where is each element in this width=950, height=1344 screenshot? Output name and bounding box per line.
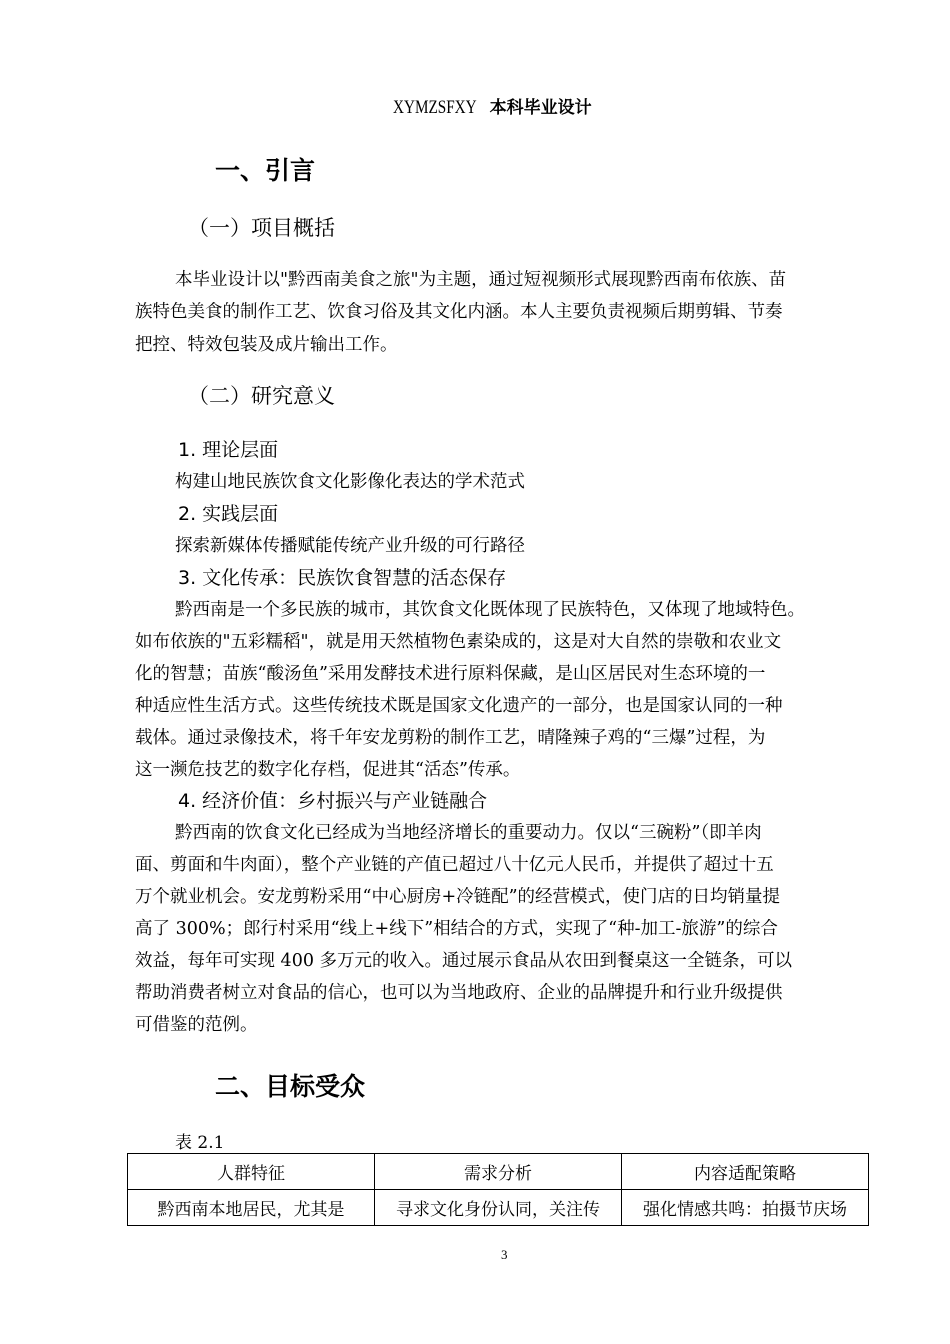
paragraph-line: 本毕业设计以"黔西南美食之旅"为主题，通过短视频形式展现黔西南布依族、苗 (175, 270, 787, 290)
paragraph-line: 把控、特效包装及成片输出工作。 (135, 335, 398, 355)
paragraph-line: 高了 300%；郎行村采用“线上+线下”相结合的方式，实现了“种-加工-旅游”的综合 (135, 919, 778, 939)
table-row (128, 1190, 869, 1226)
page-number: 3 (501, 1247, 508, 1262)
paragraph-line: 族特色美食的制作工艺、饮食习俗及其文化内涵。本人主要负责视频后期剪辑、节奏 (135, 302, 783, 322)
page-header (393, 93, 592, 119)
paragraph-line: 帮助消费者树立对食品的信心，也可以为当地政府、企业的品牌提升和行业升级提供 (135, 983, 783, 1003)
subsection-overview-title: （一）项目概括 (188, 216, 335, 240)
table-header-row (128, 1154, 869, 1190)
section-2-title: 二、目标受众 (215, 1072, 366, 1101)
item-1-text: 构建山地民族饮食文化影像化表达的学术范式 (175, 472, 525, 492)
paragraph-line: 化的智慧；苗族“酸汤鱼”采用发酵技术进行原料保藏，是山区居民对生态环境的一 (135, 664, 766, 684)
paragraph-line: 种适应性生活方式。这些传统技术既是国家文化遗产的一部分，也是国家认同的一种 (135, 696, 783, 716)
paragraph-line: 万个就业机会。安龙剪粉采用“中心厨房+冷链配”的经营模式，使门店的日均销量提 (135, 887, 781, 907)
paragraph-line: 黔西南的饮食文化已经成为当地经济增长的重要动力。仅以“三碗粉”（即羊肉 (175, 823, 762, 843)
audience-table (127, 1153, 869, 1226)
table-caption: 表 2.1 (175, 1133, 225, 1153)
paragraph-line: 载体。通过录像技术，将千年安龙剪粉的制作工艺，晴隆辣子鸡的“三爆”过程，为 (135, 728, 766, 748)
table-cell: 黔西南本地居民，尤其是 (128, 1190, 375, 1226)
section-1-title: 一、引言 (215, 156, 316, 185)
item-1-title: 1. 理论层面 (178, 439, 279, 461)
header-latin: XYMZSFXY (393, 97, 477, 118)
item-3-title: 3. 文化传承：民族饮食智慧的活态保存 (178, 567, 507, 589)
paragraph-line: 这一濒危技艺的数字化存档，促进其“活态”传承。 (135, 760, 521, 780)
subsection-significance-title: （二）研究意义 (188, 384, 335, 408)
paragraph-line: 黔西南是一个多民族的城市，其饮食文化既体现了民族特色，又体现了地域特色。 (175, 600, 805, 620)
table-header-cell: 内容适配策略 (622, 1154, 869, 1190)
item-2-text: 探索新媒体传播赋能传统产业升级的可行路径 (175, 536, 525, 556)
header-cn: 本科毕业设计 (489, 98, 592, 118)
table-header-cell: 人群特征 (128, 1154, 375, 1190)
item-4-title: 4. 经济价值：乡村振兴与产业链融合 (178, 790, 488, 812)
paragraph-line: 如布依族的"五彩糯稻"，就是用天然植物色素染成的，这是对大自然的崇敬和农业文 (135, 632, 782, 652)
paragraph-line: 面、剪面和牛肉面），整个产业链的产值已超过八十亿元人民币，并提供了超过十五 (135, 855, 774, 875)
item-2-title: 2. 实践层面 (178, 503, 279, 525)
paragraph-line: 可借鉴的范例。 (135, 1015, 258, 1035)
paragraph-line: 效益，每年可实现 400 多万元的收入。通过展示食品从农田到餐桌这一全链条，可以 (135, 951, 793, 971)
table-header-cell: 需求分析 (375, 1154, 622, 1190)
table-cell: 强化情感共鸣：拍摄节庆场 (622, 1190, 869, 1226)
table-cell: 寻求文化身份认同，关注传 (375, 1190, 622, 1226)
